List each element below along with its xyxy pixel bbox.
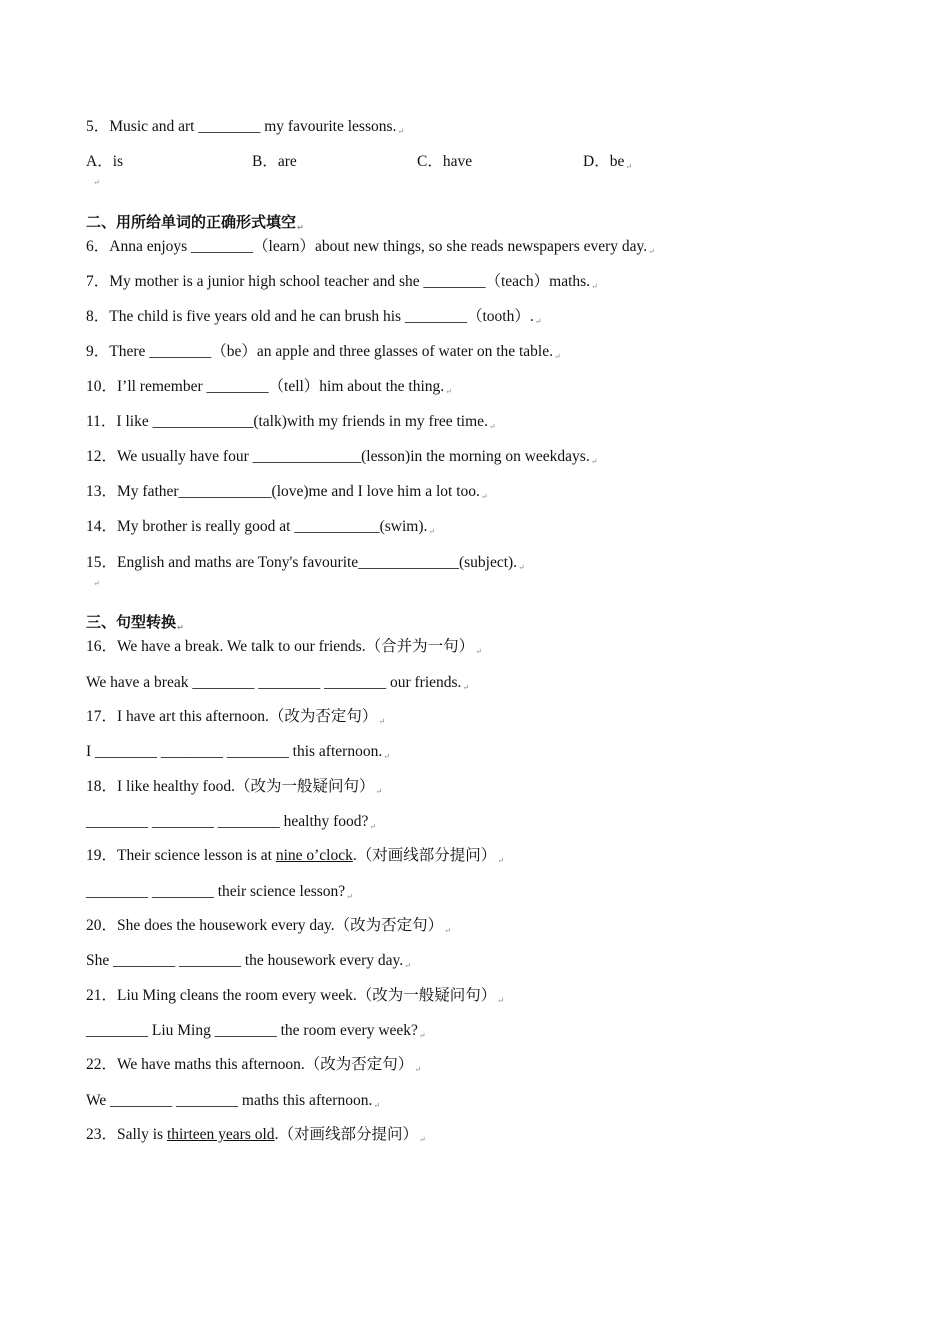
option-b: B．are	[252, 153, 297, 170]
underlined-phrase: thirteen years old	[166, 1126, 275, 1143]
answer-22: We ________ ________ maths this afternoon.↵	[86, 1092, 381, 1110]
answer-18: ________ ________ ________ healthy food?↵	[86, 813, 377, 831]
question-19: 19．Their science lesson is at nine o’clock.（对画线部分提问）↵	[86, 847, 504, 865]
question-21: 21．Liu Ming cleans the room every week.（改为一般疑问句）↵	[86, 987, 504, 1005]
question-5-text: 5．Music and art ________ my favourite lessons.	[86, 118, 397, 135]
answer-19: ________ ________ their science lesson?↵	[86, 883, 353, 901]
section-3-title: 三、句型转换$_↵$	[86, 613, 184, 632]
question-23: 23．Sally is thirteen years old.（对画线部分提问）↵	[86, 1126, 426, 1144]
question-20: 20．She does the housework every day.（改为否定句）↵	[86, 917, 451, 935]
question-18: 18．I like healthy food.（改为一般疑问句）↵	[86, 778, 383, 796]
question-9: 9．There ________（be）an apple and three glasses of water on the table.↵	[86, 343, 561, 361]
answer-17: I ________ ________ ________ this afternoon.↵	[86, 743, 390, 761]
option-a: A．is	[86, 153, 124, 170]
question-17: 17．I have art this afternoon.（改为否定句）↵	[86, 708, 386, 726]
paragraph-mark: ↵	[397, 127, 405, 136]
paragraph-mark: ↵	[93, 579, 100, 588]
option-d: D．be↵	[583, 153, 633, 171]
question-6: 6．Anna enjoys ________（learn）about new things, so she reads newspapers every day.↵	[86, 238, 655, 256]
question-8: 8．The child is five years old and he can brush his ________（tooth）.↵	[86, 308, 542, 326]
answer-16: We have a break ________ ________ ________ our friends.↵	[86, 674, 470, 692]
question-5	[86, 117, 404, 142]
answer-21: ________ Liu Ming ________ the room every week?↵	[86, 1022, 426, 1040]
question-15: 15．English and maths are Tony's favourite_____________(subject).↵	[86, 554, 525, 572]
question-12: 12．We usually have four ______________(lesson)in the morning on weekdays.↵	[86, 448, 598, 466]
question-13: 13．My father____________(love)me and I love him a lot too.↵	[86, 483, 488, 501]
question-14: 14．My brother is really good at ___________(swim).↵	[86, 518, 436, 536]
answer-20: She ________ ________ the housework every day.↵	[86, 952, 411, 970]
question-16: 16．We have a break. We talk to our friends.（合并为一句）↵	[86, 638, 482, 656]
section-2-title: 二、用所给单词的正确形式填空$_↵$	[86, 213, 304, 232]
underlined-phrase: nine o’clock	[275, 847, 353, 864]
question-22: 22．We have maths this afternoon.（改为否定句）↵	[86, 1056, 421, 1074]
question-7: 7．My mother is a junior high school teacher and she ________（teach）maths.↵	[86, 273, 598, 291]
question-11: 11．I like _____________(talk)with my friends in my free time.↵	[86, 413, 496, 431]
option-c: C．have	[417, 153, 473, 170]
question-10: 10．I’ll remember ________（tell）him about the thing.↵	[86, 378, 452, 396]
paragraph-mark: ↵	[93, 178, 100, 187]
